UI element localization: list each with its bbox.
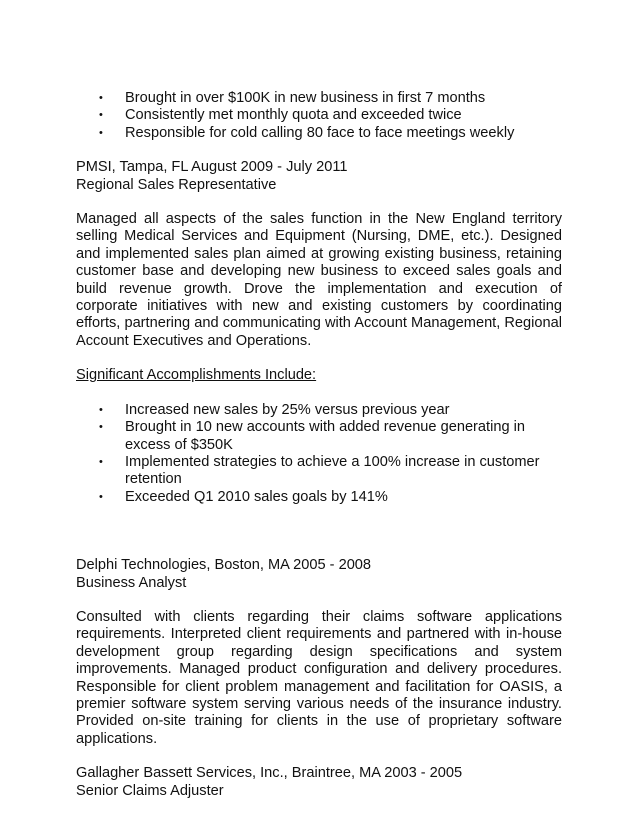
gallagher-company-line: Gallagher Bassett Services, Inc., Braintree, MA 2003 - 2005 <box>76 765 463 782</box>
bullet-icon: • <box>99 455 103 468</box>
gallagher-job-title: Senior Claims Adjuster <box>76 782 224 799</box>
bullet-icon: • <box>99 490 103 503</box>
pmsi-description: Managed all aspects of the sales function in the New England territory selling Medical Services and Equipment (Nursing, DME, etc.). Designed and implemented sales plan aimed at growing existing business, retaining customer base and developing new business to exceed sales goals and build revenue growth. Drove the implementation and execution of corporate initiatives with new and existing customers by coordinating efforts, partnering and communicating with Account Management, Regional Account Executives and Operations. <box>76 211 562 349</box>
bullet-icon: • <box>99 126 103 139</box>
pmsi-job-title: Regional Sales Representative <box>76 176 277 193</box>
bullet-icon: • <box>99 92 103 104</box>
bullet-icon: • <box>99 109 103 122</box>
delphi-company-line: Delphi Technologies, Boston, MA 2005 - 2008 <box>76 557 372 574</box>
resume-page <box>76 90 562 800</box>
bullet-icon: • <box>99 421 103 434</box>
delphi-job-title: Business Analyst <box>76 574 187 591</box>
bullet-icon: • <box>99 403 103 416</box>
list-item: • Exceeded Q1 2010 sales goals by 141% <box>99 488 388 505</box>
accomplishments-list <box>76 402 562 506</box>
pmsi-company-line: PMSI, Tampa, FL August 2009 - July 2011 <box>76 159 348 176</box>
list-item: • Increased new sales by 25% versus previous year <box>99 401 450 418</box>
list-item: • Responsible for cold calling 80 face to face meetings weekly <box>99 124 515 141</box>
top-bullet-list <box>76 90 562 142</box>
list-item: • Brought in 10 new accounts with added revenue generating in excess of $350K <box>99 419 525 453</box>
list-item: • Consistently met monthly quota and exceeded twice <box>99 107 462 124</box>
accomplishments-heading: Significant Accomplishments Include: <box>76 367 317 384</box>
delphi-description: Consulted with clients regarding their claims software applications requirements. Interpreted client requirements and partnered with in-house development group regarding design specifications and system improvements. Managed product configuration and delivery procedures. Responsible for client problem management and facilitation for OASIS, a premier software system serving various needs of the insurance industry. Provided on-site training for clients in the use of proprietary software applications. <box>76 608 562 747</box>
list-item: • Brought in over $100K in new business in first 7 months <box>99 90 486 106</box>
list-item: • Implemented strategies to achieve a 100% increase in customer retention <box>99 453 540 488</box>
